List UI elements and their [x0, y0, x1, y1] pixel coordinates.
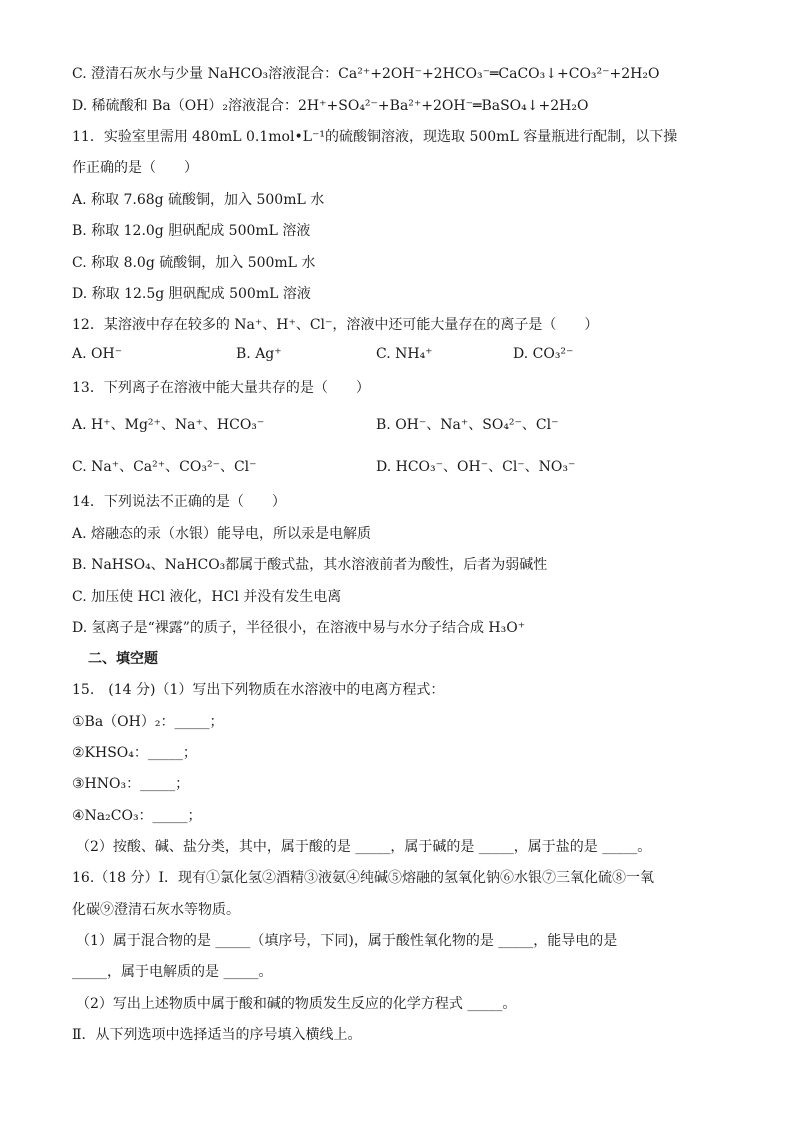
question-13-option-a: A. H⁺、Mg²⁺、Na⁺、HCO₃⁻ [72, 417, 265, 433]
question-13-option-d: D. HCO₃⁻、OH⁻、Cl⁻、NO₃⁻ [376, 459, 576, 475]
question-12-option-b: B. Ag⁺ [236, 346, 282, 362]
question-15-stem: 15. (14 分)（1）写出下列物质在水溶液中的电离方程式： [72, 682, 445, 698]
question-14-option-c: C. 加压使 HCl 液化，HCl 并没有发生电离 [72, 589, 342, 605]
question-12-option-a: A. OH⁻ [72, 346, 123, 362]
question-16-stem: 16.（18 分）Ⅰ．现有①氯化氢②酒精③液氨④纯碱⑤熔融的氢氧化钠⑥水银⑦三氧化硫⑧一氧 [72, 870, 655, 886]
question-14-stem: 14．下列说法不正确的是（ ） [72, 494, 286, 510]
option-d-line: D. 稀硫酸和 Ba（OH）₂溶液混合：2H⁺+SO₄²⁻+Ba²⁺+2OH⁻═BaSO₄↓+2H₂O [72, 98, 589, 114]
question-15-item-4: ④Na₂CO₃：_____； [72, 808, 202, 824]
question-12-stem: 12．某溶液中存在较多的 Na⁺、H⁺、Cl⁻，溶液中还可能大量存在的离子是（ ） [72, 317, 599, 333]
question-16-stem-cont: 化碳⑨澄清石灰水等物质。 [72, 902, 240, 918]
section-heading-fill-in: 二、填空题 [88, 651, 158, 667]
question-11-stem-cont: 作正确的是（ ） [72, 160, 198, 176]
question-16-part-1-cont: _____，属于电解质的是 _____。 [72, 964, 273, 980]
question-14-option-a: A. 熔融态的汞（水银）能导电，所以汞是电解质 [72, 526, 372, 542]
question-11-option-c: C. 称取 8.0g 硫酸铜，加入 500mL 水 [72, 255, 316, 271]
question-16-part-2: （2）写出上述物质中属于酸和碱的物质发生反应的化学方程式 _____。 [76, 996, 517, 1012]
question-15-item-2: ②KHSO₄：_____； [72, 745, 197, 761]
question-14-option-b: B. NaHSO₄、NaHCO₃都属于酸式盐，其水溶液前者为酸性，后者为弱碱性 [72, 557, 548, 573]
question-15-part-2: （2）按酸、碱、盐分类，其中，属于酸的是 _____，属于碱的是 _____，属于盐的是 _____。 [76, 839, 652, 855]
question-11-option-d: D. 称取 12.5g 胆矾配成 500mL 溶液 [72, 286, 311, 302]
question-11-option-a: A. 称取 7.68g 硫酸铜，加入 500mL 水 [72, 192, 325, 208]
question-13-option-b: B. OH⁻、Na⁺、SO₄²⁻、Cl⁻ [376, 417, 559, 433]
question-15-item-3: ③HNO₃：_____； [72, 776, 190, 792]
question-12-option-c: C. NH₄⁺ [376, 346, 433, 362]
question-16-part-1: （1）属于混合物的是 _____（填序号，下同)，属于酸性氧化物的是 _____，能导电的是 [76, 933, 618, 949]
question-14-option-d: D. 氢离子是“裸露”的质子，半径很小，在溶液中易与水分子结合成 H₃O⁺ [72, 620, 526, 636]
question-13-stem: 13．下列离子在溶液中能大量共存的是（ ） [72, 380, 370, 396]
question-13-option-c: C. Na⁺、Ca²⁺、CO₃²⁻、Cl⁻ [72, 459, 257, 475]
question-11-stem: 11．实验室里需用 480mL 0.1mol•L⁻¹的硫酸铜溶液，现选取 500mL 容量瓶进行配制，以下操 [72, 129, 678, 145]
question-16-section-ii: Ⅱ．从下列选项中选择适当的序号填入横线上。 [72, 1027, 362, 1043]
option-c-line: C. 澄清石灰水与少量 NaHCO₃溶液混合：Ca²⁺+2OH⁻+2HCO₃⁻═CaCO₃↓+CO₃²⁻+2H₂O [72, 66, 660, 82]
question-12-option-d: D. CO₃²⁻ [513, 346, 574, 362]
question-11-option-b: B. 称取 12.0g 胆矾配成 500mL 溶液 [72, 223, 311, 239]
question-15-item-1: ①Ba（OH）₂：_____； [72, 714, 224, 730]
